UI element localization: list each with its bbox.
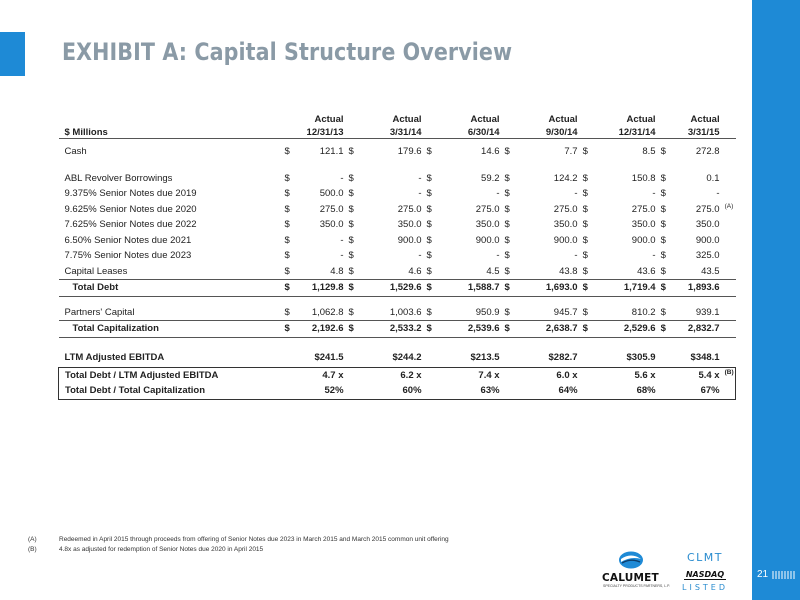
currency-symbol: $	[581, 280, 609, 297]
accent-bar-left	[0, 32, 25, 76]
currency-symbol: $	[504, 203, 510, 215]
column-header-date: 6/30/14	[425, 125, 503, 139]
nasdaq-listing-badge	[670, 551, 740, 593]
cell-value: 43.6	[609, 264, 659, 280]
cell-value: 2,192.6	[297, 321, 347, 338]
table-row	[59, 144, 736, 160]
currency-symbol: $	[284, 172, 290, 184]
table-row-ratio	[59, 367, 736, 383]
cell-value: 275.0	[319, 203, 344, 215]
footnote-reference: (A)	[724, 202, 734, 210]
cell-value: 350.0	[631, 219, 656, 231]
cell-value: 2,539.6	[453, 321, 503, 338]
column-header-date: 12/31/13	[283, 125, 347, 139]
row-label: Total Debt	[59, 280, 283, 297]
currency-symbol: $	[503, 264, 531, 280]
footnote-reference: (B)	[723, 367, 736, 383]
currency-symbol: $	[504, 234, 510, 246]
currency-symbol: $	[348, 219, 354, 231]
cell-value: 275.0	[397, 203, 422, 215]
currency-symbol: $	[660, 203, 666, 215]
header-row-bottom	[59, 125, 736, 139]
currency-symbol: $	[347, 305, 375, 321]
listed-label: LISTED	[682, 583, 728, 592]
cell-value: 6.2 x	[375, 367, 425, 383]
calumet-logo-icon	[618, 550, 644, 570]
cell-value: 939.1	[673, 305, 723, 321]
cell-value: 1,893.6	[673, 280, 723, 297]
currency-symbol: $	[582, 203, 588, 215]
page-number: 21	[757, 569, 769, 580]
currency-symbol: $	[582, 188, 588, 200]
cell-value: -	[496, 188, 500, 200]
currency-symbol: $	[426, 234, 432, 246]
cell-value: 121.1	[319, 146, 344, 158]
row-label: LTM Adjusted EBITDA	[64, 352, 165, 363]
currency-symbol: $	[426, 172, 432, 184]
cell-value: 2,529.6	[609, 321, 659, 338]
calumet-logo	[600, 550, 670, 590]
row-label: Total Capitalization	[59, 321, 283, 338]
currency-symbol: $	[348, 234, 354, 246]
currency-symbol: $	[425, 305, 453, 321]
currency-symbol: $	[425, 280, 453, 297]
cell-value: 1,062.8	[297, 305, 347, 321]
column-header-date: 3/31/15	[659, 125, 723, 139]
cell-value: -	[340, 234, 344, 246]
cell-value: -	[340, 250, 344, 262]
currency-symbol: $	[426, 188, 432, 200]
cell-value: 0.1	[706, 172, 720, 184]
cell-value: 59.2	[481, 172, 500, 184]
footnote	[28, 545, 449, 555]
currency-symbol: $	[582, 234, 588, 246]
currency-symbol: $	[504, 250, 510, 262]
units-label: $ Millions	[59, 125, 283, 139]
currency-symbol: $	[503, 321, 531, 338]
cell-value: 2,638.7	[531, 321, 581, 338]
row-label: Partners' Capital	[59, 305, 283, 321]
cell-value: 179.6	[397, 146, 422, 158]
cell-value: -	[418, 250, 422, 262]
currency-symbol: $	[347, 280, 375, 297]
table-row	[59, 248, 736, 264]
cell-value: 7.7	[564, 146, 578, 158]
cell-value: $213.5	[470, 352, 500, 363]
page-title: EXHIBIT A: Capital Structure Overview	[62, 38, 513, 66]
cell-value: 1,719.4	[609, 280, 659, 297]
calumet-logo-tagline: SPECIALTY PRODUCTS PARTNERS, L.P.	[603, 584, 670, 588]
row-label: 6.50% Senior Notes due 2021	[64, 234, 192, 246]
currency-symbol: $	[581, 305, 609, 321]
cell-value: 900.0	[695, 234, 720, 246]
currency-symbol: $	[660, 188, 666, 200]
currency-symbol: $	[659, 321, 673, 338]
currency-symbol: $	[425, 264, 453, 280]
currency-symbol: $	[582, 250, 588, 262]
cell-value: 1,693.0	[531, 280, 581, 297]
cell-value: 350.0	[695, 219, 720, 231]
cell-value: 1,588.7	[453, 280, 503, 297]
cell-value: 64%	[531, 383, 581, 399]
currency-symbol: $	[504, 219, 510, 231]
table-row-ebitda	[59, 349, 736, 368]
currency-symbol: $	[284, 188, 290, 200]
currency-symbol: $	[426, 203, 432, 215]
column-header-top: Actual	[548, 114, 578, 125]
column-header-top: Actual	[470, 114, 500, 125]
table-row-total	[59, 280, 736, 297]
cell-value: 275.0	[695, 203, 720, 215]
ticker-symbol: CLMT	[686, 551, 724, 564]
cell-value: 272.8	[695, 146, 720, 158]
cell-value: 1,529.6	[375, 280, 425, 297]
cell-value: 63%	[453, 383, 503, 399]
cell-value: 150.8	[631, 172, 656, 184]
currency-symbol: $	[283, 321, 297, 338]
footnote-text: 4.8x as adjusted for redemption of Senior Notes due 2020 in April 2015	[59, 546, 264, 553]
cell-value: 4.7 x	[297, 367, 347, 383]
currency-symbol: $	[348, 250, 354, 262]
cell-value: 350.0	[553, 219, 578, 231]
currency-symbol: $	[347, 264, 375, 280]
cell-value: 350.0	[319, 219, 344, 231]
column-header-top: Actual	[314, 114, 344, 125]
cell-value: 43.5	[673, 264, 723, 280]
cell-value: 60%	[375, 383, 425, 399]
currency-symbol: $	[504, 146, 510, 158]
column-header-top: Actual	[392, 114, 422, 125]
footnotes	[28, 535, 449, 555]
currency-symbol: $	[348, 146, 354, 158]
footnote-mark: (B)	[28, 546, 37, 553]
cell-value: $282.7	[548, 352, 578, 363]
currency-symbol: $	[283, 280, 297, 297]
currency-symbol: $	[660, 172, 666, 184]
currency-symbol: $	[348, 188, 354, 200]
capital-structure-table	[58, 112, 736, 400]
column-header-top: Actual	[626, 114, 656, 125]
row-label: 9.375% Senior Notes due 2019	[64, 188, 197, 200]
cell-value: 900.0	[397, 234, 422, 246]
row-label: Total Debt / LTM Adjusted EBITDA	[59, 367, 283, 383]
currency-symbol: $	[659, 280, 673, 297]
currency-symbol: $	[283, 264, 297, 280]
currency-symbol: $	[503, 305, 531, 321]
cell-value: 350.0	[475, 219, 500, 231]
currency-symbol: $	[284, 219, 290, 231]
cell-value: 124.2	[553, 172, 578, 184]
cell-value: 14.6	[481, 146, 500, 158]
currency-symbol: $	[659, 264, 673, 280]
cell-value: 6.0 x	[531, 367, 581, 383]
currency-symbol: $	[284, 250, 290, 262]
cell-value: 900.0	[631, 234, 656, 246]
currency-symbol: $	[659, 305, 673, 321]
cell-value: 4.8	[297, 264, 347, 280]
cell-value: 52%	[297, 383, 347, 399]
currency-symbol: $	[660, 146, 666, 158]
cell-value: 900.0	[553, 234, 578, 246]
cell-value: 945.7	[531, 305, 581, 321]
currency-symbol: $	[426, 219, 432, 231]
cell-value: 67%	[673, 383, 723, 399]
page-ticks-icon	[772, 571, 796, 579]
currency-symbol: $	[348, 172, 354, 184]
cell-value: 43.8	[531, 264, 581, 280]
footnote-text: Redeemed in April 2015 through proceeds from offering of Senior Notes due 2023 in March 2015 and March 2015 common unit offering	[59, 536, 449, 543]
currency-symbol: $	[348, 203, 354, 215]
cell-value: 68%	[609, 383, 659, 399]
cell-value: 2,832.7	[673, 321, 723, 338]
currency-symbol: $	[504, 188, 510, 200]
column-header-date: 3/31/14	[347, 125, 425, 139]
cell-value: $305.9	[626, 352, 656, 363]
column-header-top: Actual	[690, 114, 720, 125]
cell-value: 1,129.8	[297, 280, 347, 297]
currency-symbol: $	[284, 146, 290, 158]
cell-value: 5.4 x	[673, 367, 723, 383]
currency-symbol: $	[426, 250, 432, 262]
cell-value: -	[574, 188, 578, 200]
cell-value: -	[418, 188, 422, 200]
row-label: Capital Leases	[59, 264, 283, 280]
row-label: 9.625% Senior Notes due 2020	[64, 203, 197, 215]
table-row	[59, 171, 736, 187]
currency-symbol: $	[503, 280, 531, 297]
table-row	[59, 217, 736, 233]
table-row	[59, 202, 736, 218]
cell-value: 275.0	[475, 203, 500, 215]
currency-symbol: $	[660, 250, 666, 262]
exchange-logo: NASDAQ	[685, 570, 725, 579]
cell-value: -	[574, 250, 578, 262]
cell-value: $244.2	[392, 352, 422, 363]
row-label: Cash	[64, 146, 87, 158]
cell-value: 5.6 x	[609, 367, 659, 383]
currency-symbol: $	[582, 146, 588, 158]
cell-value: -	[496, 250, 500, 262]
currency-symbol: $	[504, 172, 510, 184]
currency-symbol: $	[582, 172, 588, 184]
footnote-mark: (A)	[28, 536, 37, 543]
cell-value: 325.0	[695, 250, 720, 262]
currency-symbol: $	[284, 203, 290, 215]
cell-value: -	[716, 188, 720, 200]
header-row-top	[59, 112, 736, 125]
cell-value: -	[652, 188, 656, 200]
cell-value: 4.5	[453, 264, 503, 280]
currency-symbol: $	[581, 321, 609, 338]
cell-value: 810.2	[609, 305, 659, 321]
table-row-total	[59, 321, 736, 338]
cell-value: 950.9	[453, 305, 503, 321]
row-label: ABL Revolver Borrowings	[64, 172, 173, 184]
cell-value: 350.0	[397, 219, 422, 231]
row-label: Total Debt / Total Capitalization	[59, 383, 283, 399]
cell-value: -	[418, 172, 422, 184]
currency-symbol: $	[660, 234, 666, 246]
currency-symbol: $	[284, 234, 290, 246]
calumet-logo-text: CALUMET	[602, 572, 659, 584]
table-row	[59, 186, 736, 202]
cell-value: -	[652, 250, 656, 262]
cell-value: -	[340, 172, 344, 184]
currency-symbol: $	[426, 146, 432, 158]
cell-value: 8.5	[642, 146, 656, 158]
column-header-date: 9/30/14	[503, 125, 581, 139]
row-label: 7.625% Senior Notes due 2022	[64, 219, 197, 231]
currency-symbol: $	[660, 219, 666, 231]
cell-value: 4.6	[375, 264, 425, 280]
currency-symbol: $	[283, 305, 297, 321]
column-header-date: 12/31/14	[581, 125, 659, 139]
table-row	[59, 305, 736, 321]
table-row	[59, 233, 736, 249]
accent-bar-right	[752, 0, 800, 600]
cell-value: 1,003.6	[375, 305, 425, 321]
currency-symbol: $	[581, 264, 609, 280]
cell-value: 2,533.2	[375, 321, 425, 338]
currency-symbol: $	[425, 321, 453, 338]
row-label: 7.75% Senior Notes due 2023	[64, 250, 192, 262]
table-row-ratio	[59, 383, 736, 399]
cell-value: 900.0	[475, 234, 500, 246]
footnote	[28, 535, 449, 545]
cell-value: 275.0	[631, 203, 656, 215]
table-row	[59, 264, 736, 280]
currency-symbol: $	[582, 219, 588, 231]
cell-value: 7.4 x	[453, 367, 503, 383]
cell-value: $241.5	[314, 352, 344, 363]
cell-value: 275.0	[553, 203, 578, 215]
cell-value: 500.0	[319, 188, 344, 200]
cell-value: $348.1	[690, 352, 720, 363]
currency-symbol: $	[347, 321, 375, 338]
